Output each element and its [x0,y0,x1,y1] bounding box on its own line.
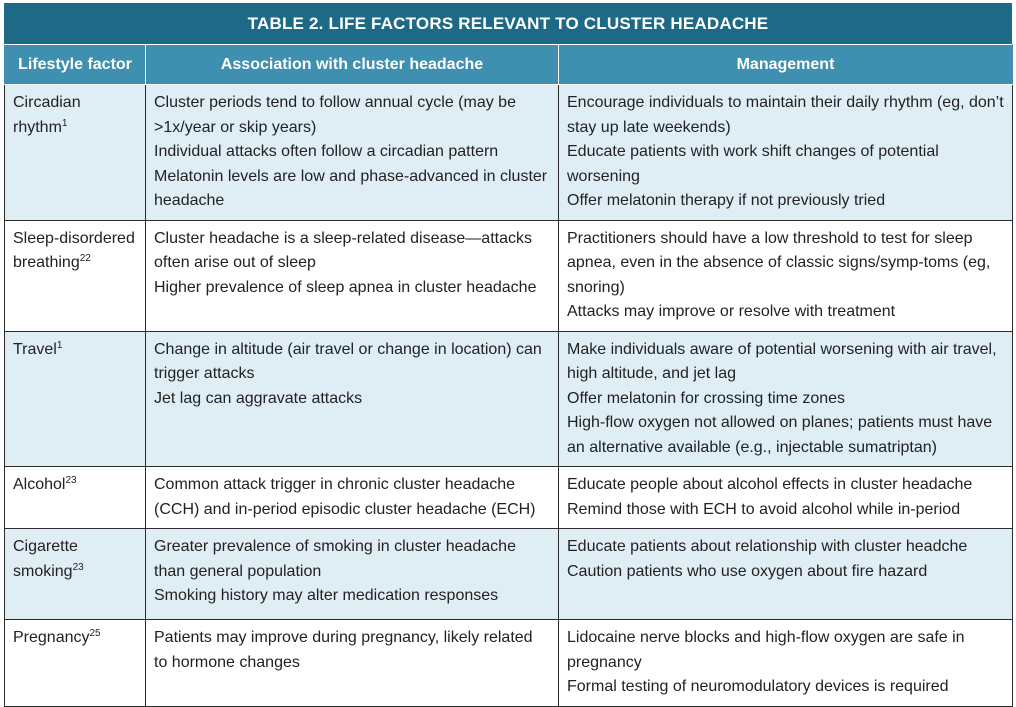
cell-management [559,620,1013,707]
association-item: Melatonin levels are low and phase-advanced in cluster headache [154,167,548,209]
cell-factor [5,331,146,467]
cell-association [146,467,559,529]
management-item: Caution patients who use oxygen about fire hazard [567,562,928,580]
cell-factor [5,220,146,331]
cell-factor [5,620,146,707]
cell-management [559,467,1013,529]
management-item: Offer melatonin for crossing time zones [567,389,846,407]
management-item: Lidocaine nerve blocks and high-flow oxygen are safe in pregnancy [567,629,965,671]
association-item: Higher prevalence of sleep apnea in cluster headache [154,278,537,296]
cell-management [559,220,1013,331]
management-item: Make individuals aware of potential worsening with air travel, high altitude, and jet lag [567,340,997,382]
factor-name: Circadian rhythm [13,94,81,136]
reference-number: 1 [61,117,68,129]
life-factors-table [4,44,1013,707]
reference-number: 23 [72,561,84,573]
association-item: Patients may improve during pregnancy, likely related to hormone changes [154,629,533,671]
cell-management [559,529,1013,620]
management-item: Formal testing of neuromodulatory devices is required [567,678,949,695]
table-row [5,467,1013,529]
association-item: Change in altitude (air travel or change in location) can trigger attacks [154,340,542,382]
association-item: Individual attacks often follow a circadian pattern [154,143,499,160]
header-row [5,45,1013,85]
association-item: Greater prevalence of smoking in cluster headache than general population [154,538,516,580]
cell-association [146,331,559,467]
cell-factor [5,529,146,620]
cell-factor [5,85,146,221]
management-item: Practitioners should have a low threshold to test for sleep apnea, even in the absence of classic signs/symp-toms (eg, snoring) [567,229,991,296]
table-row [5,85,1013,221]
cell-association [146,220,559,331]
table-row [5,220,1013,331]
reference-number: 22 [79,253,91,264]
cell-factor [5,467,146,529]
factor-name: Cigarette smoking [13,538,78,580]
management-item: Educate patients with work shift changes of potential worsening [567,143,939,185]
cell-association [146,620,559,707]
factor-name: Pregnancy [13,629,90,646]
management-item: Remind those with ECH to avoid alcohol while in-period [567,500,961,518]
association-item: Cluster headache is a sleep-related disease—attacks often arise out of sleep [154,229,532,271]
cell-association [146,85,559,221]
association-item: Jet lag can aggravate attacks [154,389,363,407]
cell-management [559,85,1013,221]
association-item: Smoking history may alter medication responses [154,587,499,604]
column-header-association: Association with cluster headache [146,45,559,85]
cell-association [146,529,559,620]
table-row [5,529,1013,620]
table-row [5,620,1013,707]
factor-name: Alcohol [13,476,66,493]
factor-name: Travel [13,340,57,358]
management-item: Encourage individuals to maintain their daily rhythm (eg, don’t stay up late weekends) [567,94,1004,136]
management-item: Educate patients about relationship with cluster headche [567,538,968,555]
table-row [5,331,1013,467]
association-item: Cluster periods tend to follow annual cycle (may be >1x/year or skip years) [154,94,516,136]
column-header-management: Management [559,45,1013,85]
column-header-lifestyle-factor: Lifestyle factor [5,45,146,85]
management-item: Offer melatonin therapy if not previously tried [567,192,886,209]
management-item: High-flow oxygen not allowed on planes; patients must have an alternative available (e.g., injectable sumatriptan) [567,414,993,456]
management-item: Educate people about alcohol effects in cluster headache [567,476,973,493]
association-item: Common attack trigger in chronic cluster headache (CCH) and in-period episodic cluster headache (ECH) [154,476,536,518]
reference-number: 23 [65,475,77,486]
cell-management [559,331,1013,467]
table-container [4,3,1012,707]
reference-number: 1 [56,339,63,351]
factor-name: Sleep-disordered breathing [13,229,135,271]
reference-number: 25 [89,628,101,639]
management-item: Attacks may improve or resolve with treatment [567,303,896,320]
table-title: TABLE 2. LIFE FACTORS RELEVANT TO CLUSTER HEADACHE [4,3,1012,44]
